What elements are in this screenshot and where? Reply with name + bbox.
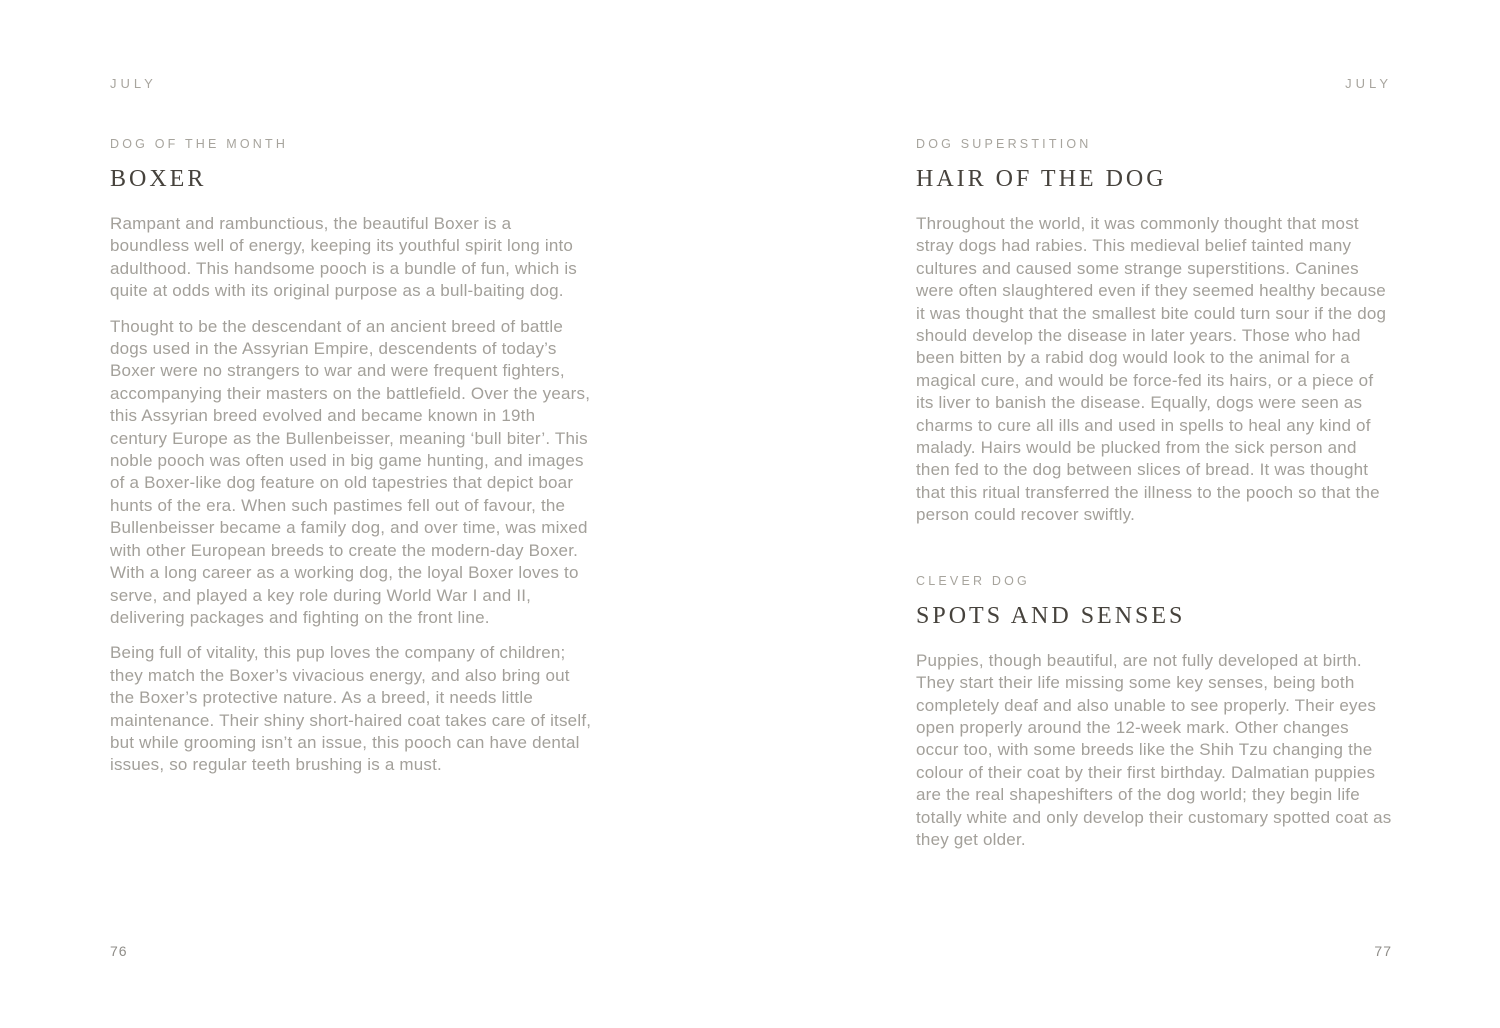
page-left bbox=[110, 0, 592, 1028]
running-head-right: JULY bbox=[1345, 76, 1392, 91]
page-number-left: 76 bbox=[110, 943, 128, 959]
right-page-content bbox=[916, 138, 1392, 851]
body-paragraph: Thought to be the descendant of an ancient breed of battle dogs used in the Assyrian Empire, descendents of today’s Boxer were no strangers to war and were frequent fighters, accompanying their masters on the battlefield. Over the years, this Assyrian breed evolved and became known in 19th century Europe as the Bullenbeisser, meaning ‘bull biter’. This noble pooch was often used in big game hunting, and images of a Boxer-like dog feature on old tapestries that depict boar hunts of the era. When such pastimes fell out of favour, the Bullenbeisser became a family dog, and over time, was mixed with other European breeds to create the modern-day Boxer. With a long career as a working dog, the loyal Boxer loves to serve, and played a key role during World War I and II, delivering packages and fighting on the front line. bbox=[110, 316, 591, 627]
section-title-hair-of-the-dog: HAIR OF THE DOG bbox=[916, 166, 1167, 192]
section-dog-superstition bbox=[916, 138, 1392, 527]
section-eyebrow-dog-of-the-month: DOG OF THE MONTH bbox=[110, 137, 289, 151]
left-page-content bbox=[110, 138, 592, 777]
page-number-right: 77 bbox=[1374, 943, 1392, 959]
body-paragraph: Throughout the world, it was commonly thought that most stray dogs had rabies. This medieval belief tainted many cultures and caused some strange superstitions. Canines were often slaughtered even if they seemed healthy because it was thought that the smallest bite could turn sour if the dog should develop the disease in later years. Those who had been bitten by a rabid dog would look to the animal for a magical cure, and would be force-fed its hairs, or a piece of its liver to banish the disease. Equally, dogs were seen as charms to cure all ills and used in spells to heal any kind of malady. Hairs would be plucked from the sick person and then fed to the dog between slices of bread. It was thought that this ritual transferred the illness to the pooch so that the person could recover swiftly. bbox=[916, 214, 1387, 525]
section-title-boxer: BOXER bbox=[110, 166, 207, 192]
section-title-spots-and-senses: SPOTS AND SENSES bbox=[916, 602, 1186, 629]
section-eyebrow-dog-superstition: DOG SUPERSTITION bbox=[916, 137, 1092, 151]
running-head-left: JULY bbox=[110, 76, 157, 91]
section-clever-dog bbox=[916, 575, 1392, 852]
section-eyebrow-clever-dog: CLEVER DOG bbox=[916, 573, 1030, 588]
body-paragraph: Rampant and rambunctious, the beautiful Boxer is a boundless well of energy, keeping its youthful spirit long into adulthood. This handsome pooch is a bundle of fun, which is quite at odds with its original purpose as a bull-baiting dog. bbox=[110, 214, 578, 301]
body-paragraph: Being full of vitality, this pup loves the company of children; they match the Boxer’s vivacious energy, and also bring out the Boxer’s protective nature. As a breed, it needs little maintenance. Their shiny short-haired coat takes care of itself, but while grooming isn’t an issue, this pooch can have dental issues, so regular teeth brushing is a must. bbox=[110, 643, 592, 775]
body-paragraph: Puppies, though beautiful, are not fully developed at birth. They start their life missing some key senses, being both completely deaf and also unable to see properly. Their eyes open properly around the 12-week mark. Other changes occur too, with some breeds like the Shih Tzu changing the colour of their coat by their first birthday. Dalmatian puppies are the real shapeshifters of the dog world; they begin life totally white and only develop their customary spotted coat as they get older. bbox=[916, 650, 1392, 849]
page-right bbox=[916, 0, 1392, 1028]
